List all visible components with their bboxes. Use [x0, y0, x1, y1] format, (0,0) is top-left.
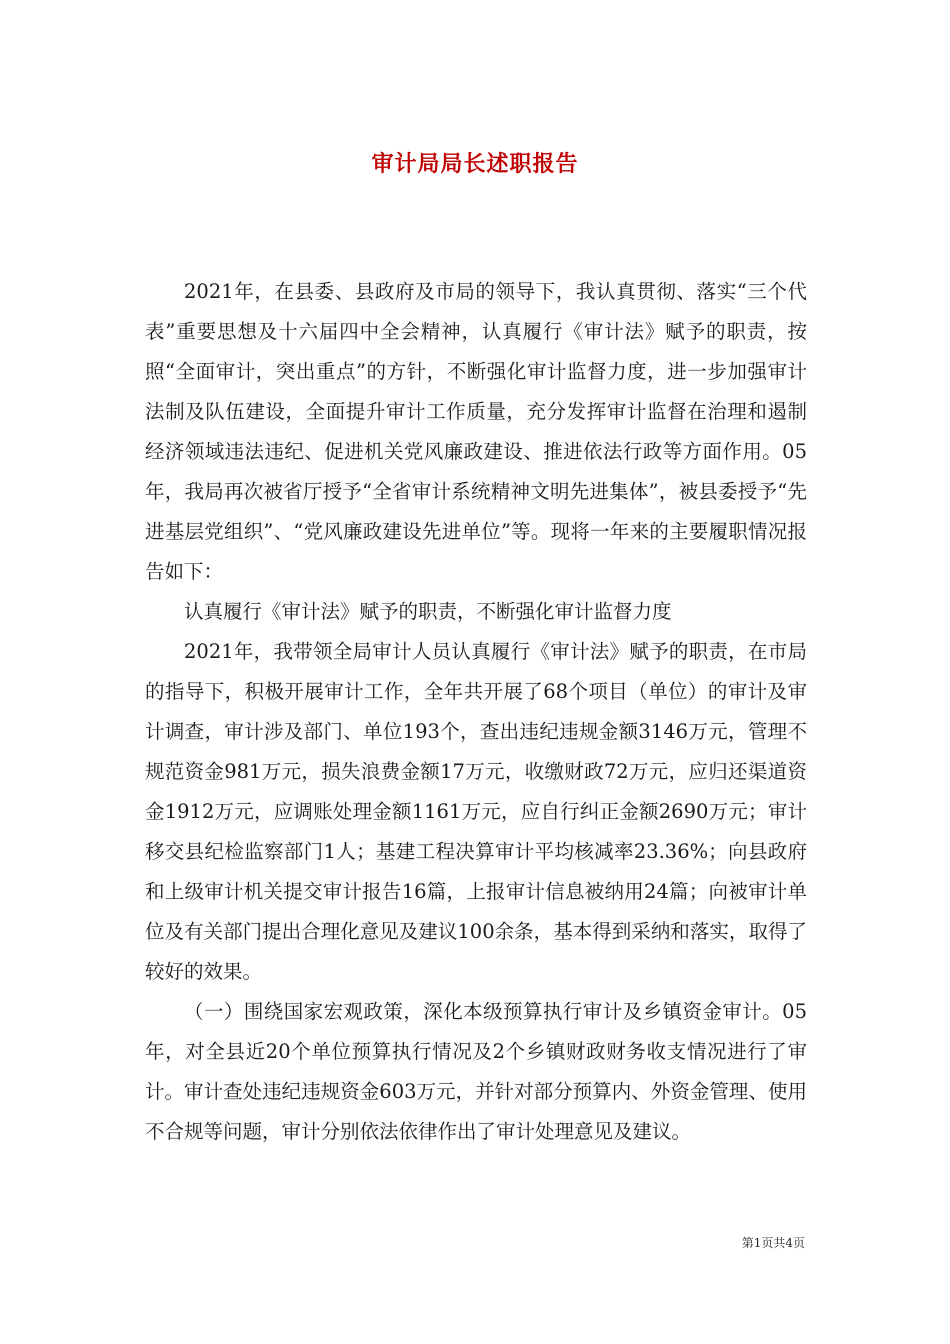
document-title: 审计局局长述职报告	[371, 150, 579, 177]
summary-paragraph: 2021年，我带领全局审计人员认真履行《审计法》赋予的职责，在市局的指导下，积极开展审计工作，全年共开展了68个项目（单位）的审计及审计调查，审计涉及部门、单位193个，查出违纪违规金额3146万元，管理不规范资金981万元，损失浪费金额17万元，收缴财政72万元，应归还渠道资金1912万元，应调账处理金额1161万元，应自行纠正金额2690万元；审计移交县纪检监察部门1人；基建工程决算审计平均核减率23.36%；向县政府和上级审计机关提交审计报告16篇，上报审计信息被纳用24篇；向被审计单位及有关部门提出合理化意见及建议100余条，基本得到采纳和落实，取得了较好的效果。	[145, 640, 807, 983]
intro-paragraph: 2021年，在县委、县政府及市局的领导下，我认真贯彻、落实“三个代表”重要思想及十六届四中全会精神，认真履行《审计法》赋予的职责，按照“全面审计，突出重点”的方针，不断强化审计监督力度，进一步加强审计法制及队伍建设，全面提升审计工作质量，充分发挥审计监督在治理和遏制经济领域违法违纪、促进机关党风廉政建设、推进依法行政等方面作用。05年，我局再次被省厅授予“全省审计系统精神文明先进集体”，被县委授予“先进基层党组织”、“党风廉政建设先进单位”等。现将一年来的主要履职情况报告如下：	[145, 280, 807, 583]
section-heading: 认真履行《审计法》赋予的职责，不断强化审计监督力度	[184, 600, 672, 623]
document-body	[145, 272, 807, 1152]
page-number: 第1页共4页	[741, 1236, 805, 1250]
budget-audit-paragraph: （一）围绕国家宏观政策，深化本级预算执行审计及乡镇资金审计。05年，对全县近20个单位预算执行情况及2个乡镇财政财务收支情况进行了审计。审计查处违纪违规资金603万元，并针对部分预算内、外资金管理、使用不合规等问题，审计分别依法依律作出了审计处理意见及建议。	[145, 1000, 807, 1143]
